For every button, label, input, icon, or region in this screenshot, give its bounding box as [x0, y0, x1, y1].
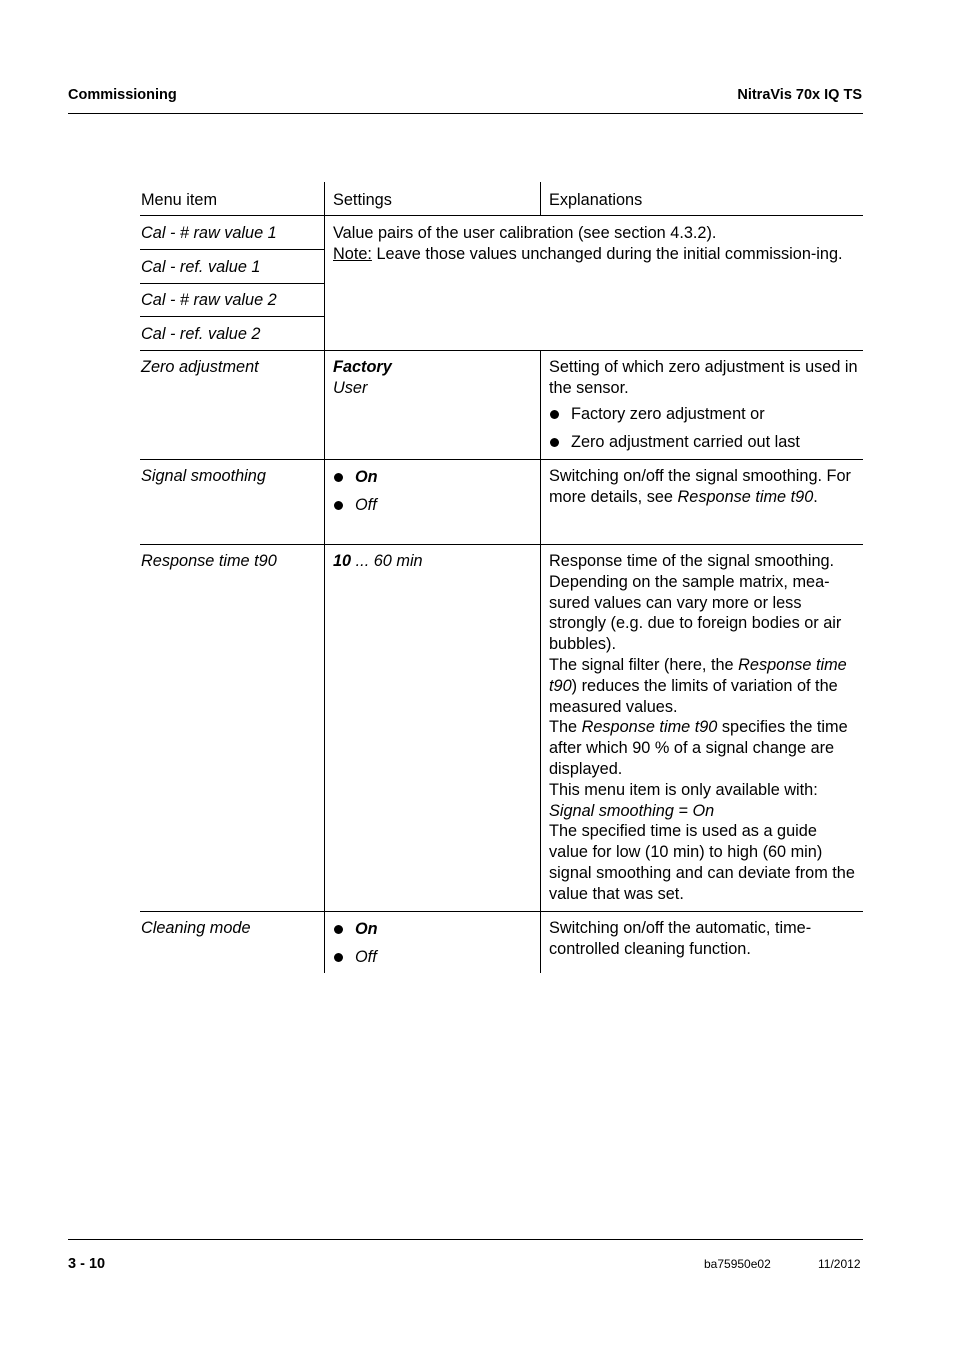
note-label: Note:	[333, 244, 372, 263]
cleaning-settings	[333, 919, 378, 968]
row-line	[140, 316, 324, 317]
column-divider	[324, 182, 325, 973]
document-id: ba75950e02	[704, 1257, 771, 1271]
column-divider	[540, 350, 541, 973]
p2-text-a: The signal filter (here, the	[549, 655, 739, 674]
header-section-title: Commissioning	[68, 87, 177, 103]
smoothing-explanation	[549, 466, 859, 508]
setting-user: User	[333, 378, 368, 397]
row-line	[140, 459, 863, 460]
option-on-default: On	[333, 467, 378, 488]
cal-explanation	[333, 223, 861, 265]
cal-text: Value pairs of the user calibration (see section 4.3.2).	[333, 224, 717, 242]
p2-ref: Response time t90	[549, 655, 847, 695]
header-row-line	[140, 215, 863, 216]
menu-item-cal-ref-1: Cal - ref. value 1	[141, 258, 261, 276]
cal-note	[333, 244, 861, 265]
response-p5: The specified time is used as a guide value for low (10 min) to high (60 min) signal smoothing and can deviate from the value that was set.	[549, 822, 855, 903]
menu-item-cleaning-mode: Cleaning mode	[141, 919, 251, 937]
p3-text-b: specifies the time after which 90 % of a signal change are displayed.	[549, 718, 848, 778]
menu-item-cal-ref-2: Cal - ref. value 2	[141, 325, 261, 343]
response-p4: This menu item is only available with:	[549, 780, 818, 799]
cleaning-explanation: Switching on/off the automatic, time-controlled cleaning function.	[549, 919, 812, 958]
menu-item-cal-raw-2: Cal - # raw value 2	[141, 291, 277, 309]
response-p3	[549, 717, 859, 779]
row-line	[140, 249, 324, 250]
footer-rule	[68, 1239, 863, 1240]
response-range	[333, 551, 423, 572]
menu-item-zero-adjustment: Zero adjustment	[141, 358, 259, 376]
p3-text-a: The	[549, 718, 582, 737]
response-p4-condition: Signal smoothing = On	[549, 801, 715, 820]
zero-text: Setting of which zero adjustment is used in the sensor.	[549, 358, 858, 397]
page-number: 3 - 10	[68, 1256, 106, 1272]
response-p1: Response time of the signal smoothing. Depending on the sample matrix, mea-sured values can vary more or less strongly (e.g. due to foreign bodies or air bubbles).	[549, 552, 842, 654]
response-p2	[549, 655, 859, 717]
range-rest: ... 60 min	[351, 552, 423, 570]
bullet-last-zero: Zero adjustment carried out last	[549, 432, 859, 453]
note-text: Leave those values unchanged during the initial commission-ing.	[371, 244, 843, 263]
row-line	[140, 283, 324, 284]
range-default: 10	[333, 552, 352, 570]
smoothing-end: .	[813, 487, 818, 506]
header-product-name: NitraVis 70x IQ TS	[737, 87, 862, 103]
response-explanation	[549, 551, 859, 905]
setting-factory-default: Factory	[333, 358, 392, 376]
row-line	[140, 911, 863, 912]
col-header-menu-item: Menu item	[141, 191, 218, 209]
p3-ref: Response time t90	[581, 718, 718, 737]
smoothing-settings	[333, 467, 378, 516]
option-off: Off	[333, 947, 378, 968]
zero-explanation	[549, 357, 859, 453]
header-rule	[68, 113, 863, 114]
smoothing-ref: Response time t90	[677, 487, 814, 506]
option-on-default: On	[333, 919, 378, 940]
zero-settings	[333, 357, 392, 399]
menu-item-response-time: Response time t90	[141, 552, 277, 570]
column-divider	[540, 182, 541, 216]
col-header-explanations: Explanations	[549, 191, 643, 209]
col-header-settings: Settings	[333, 191, 392, 209]
document-date: 11/2012	[818, 1257, 861, 1271]
smoothing-text: Switching on/off the signal smoothing. For more details, see	[549, 467, 851, 506]
menu-item-signal-smoothing: Signal smoothing	[141, 467, 266, 485]
option-off: Off	[333, 495, 378, 516]
row-line	[140, 350, 863, 351]
row-line	[140, 544, 863, 545]
bullet-factory-zero: Factory zero adjustment or	[549, 404, 859, 425]
p2-text-b: ) reduces the limits of variation of the measured values.	[549, 676, 838, 716]
menu-item-cal-raw-1: Cal - # raw value 1	[141, 224, 277, 242]
